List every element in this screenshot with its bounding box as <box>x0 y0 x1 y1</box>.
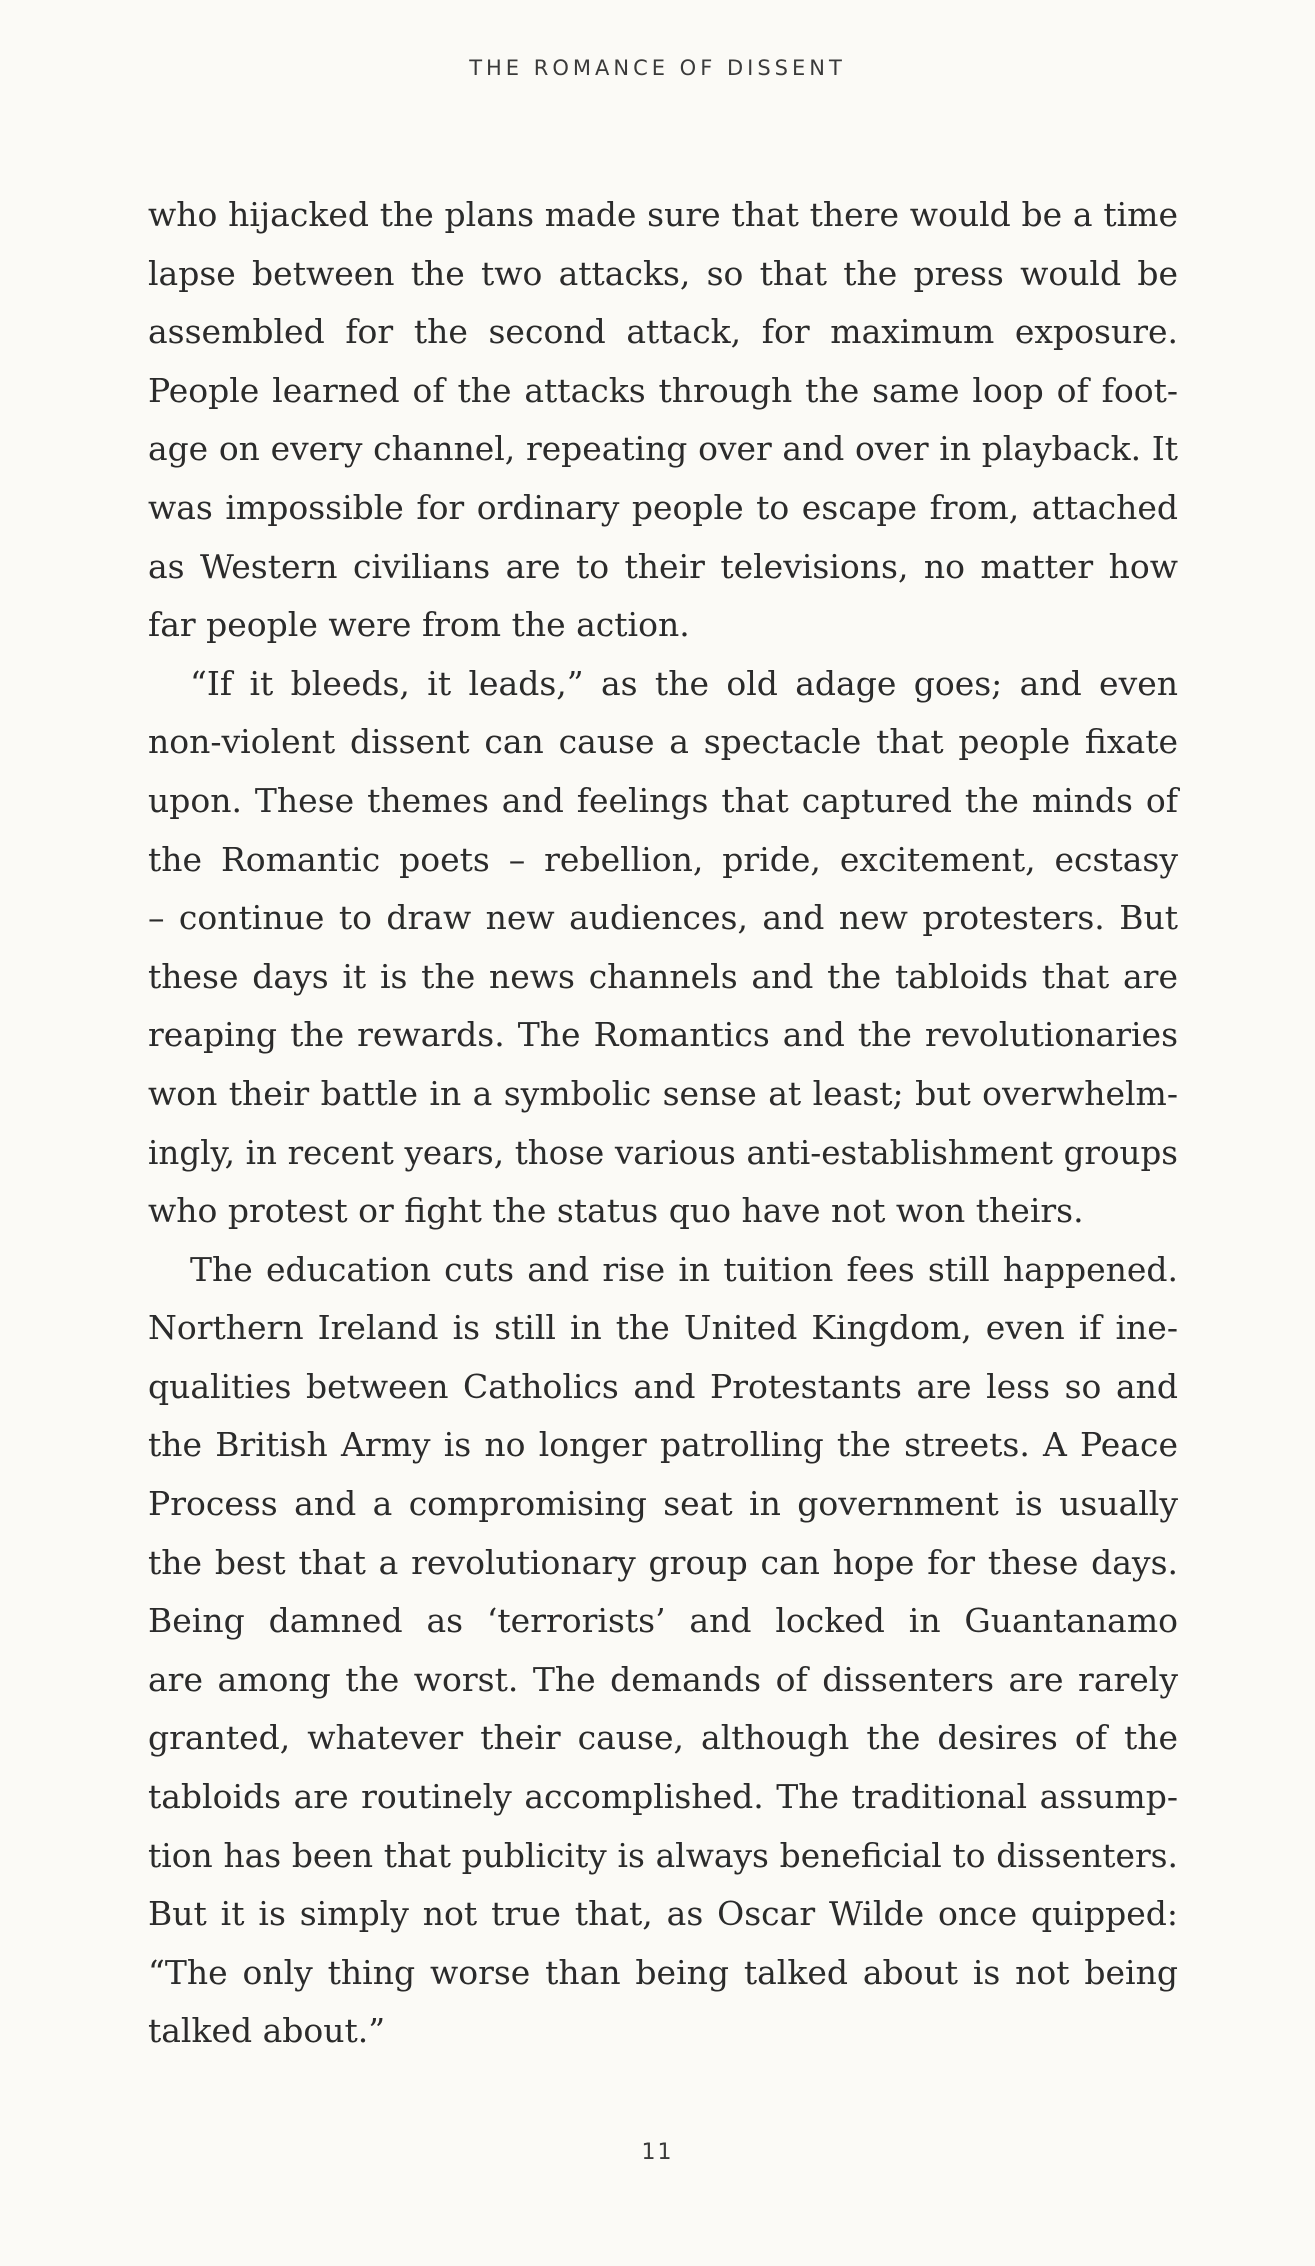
paragraph <box>148 186 1178 655</box>
text-line: granted, whatever their cause, although the desires of the <box>148 1718 1178 1758</box>
text-line: the British Army is no longer patrolling the streets. A Peace <box>148 1425 1178 1465</box>
text-line: far people were from the action. <box>148 605 690 645</box>
text-line: are among the worst. The demands of dissenters are rarely <box>148 1659 1178 1699</box>
text-line: upon. These themes and feelings that captured the minds of <box>148 780 1178 820</box>
body-text <box>148 186 1178 2061</box>
page-number: 11 <box>641 2140 674 2165</box>
text-line: tabloids are routinely accomplished. The traditional assump- <box>148 1777 1178 1817</box>
text-line: lapse between the two attacks, so that the press would be <box>148 253 1178 293</box>
text-line: But it is simply not true that, as Oscar Wilde once quipped: <box>148 1894 1178 1934</box>
text-line: non-violent dissent can cause a spectacle that people fixate <box>148 722 1178 762</box>
text-line: assembled for the second attack, for maximum exposure. <box>148 312 1178 352</box>
text-line: won their battle in a symbolic sense at least; but overwhelm- <box>148 1073 1178 1113</box>
text-line: age on every channel, repeating over and over in playback. It <box>148 429 1178 469</box>
text-line: “The only thing worse than being talked about is not being <box>148 1952 1178 1992</box>
text-line: was impossible for ordinary people to escape from, attached <box>148 487 1178 527</box>
running-head: THE ROMANCE OF DISSENT <box>469 56 846 80</box>
text-line: who protest or fight the status quo have not won theirs. <box>148 1191 1084 1231</box>
text-line: reaping the rewards. The Romantics and the revolutionaries <box>148 1015 1178 1055</box>
text-line: these days it is the news channels and the tabloids that are <box>148 956 1178 996</box>
text-line: the Romantic poets – rebellion, pride, excitement, ecstasy <box>148 839 1178 879</box>
text-line: “If it bleeds, it leads,” as the old adage goes; and even <box>190 663 1178 703</box>
text-line: – continue to draw new audiences, and new protesters. But <box>148 898 1178 938</box>
text-line: Being damned as ‘terrorists’ and locked in Guantanamo <box>148 1601 1178 1641</box>
text-line: ingly, in recent years, those various anti-establishment groups <box>148 1133 1178 1172</box>
text-line: People learned of the attacks through the same loop of foot- <box>148 370 1178 410</box>
text-line: The education cuts and rise in tuition fees still happened. <box>190 1249 1178 1289</box>
text-line: talked about.” <box>148 2011 386 2051</box>
paragraph <box>148 1241 1178 2061</box>
text-line: Process and a compromising seat in government is usually <box>148 1484 1178 1524</box>
text-line: the best that a revolutionary group can hope for these days. <box>148 1542 1178 1582</box>
text-line: qualities between Catholics and Protestants are less so and <box>148 1366 1178 1406</box>
text-line: as Western civilians are to their televisions, no matter how <box>148 546 1178 586</box>
text-line: tion has been that publicity is always beneficial to dissenters. <box>148 1835 1178 1875</box>
text-line: who hijacked the plans made sure that there would be a time <box>148 195 1178 234</box>
paragraph <box>148 655 1178 1241</box>
text-line: Northern Ireland is still in the United Kingdom, even if ine- <box>148 1308 1178 1348</box>
